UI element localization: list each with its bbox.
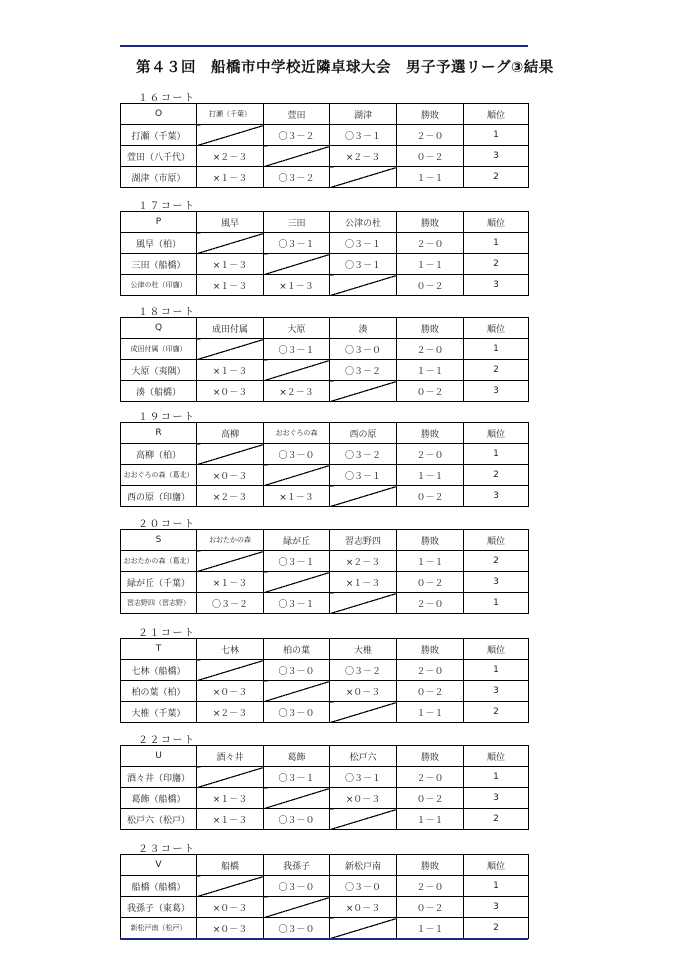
diagonal-cell [264,360,330,381]
team-name: 風早（柏） [121,233,197,254]
table-row [121,681,529,702]
match-result: ×１－３ [197,572,264,593]
wins-losses: ０－２ [397,897,464,918]
diagonal-cell [264,465,330,486]
table-header-row [121,639,529,660]
diagonal-cell [330,593,397,614]
table-row [121,660,529,681]
table-row [121,918,529,939]
court-label: ２１コート [138,628,196,639]
team-name: 萱田（八千代） [121,146,197,167]
opponent-header: 柏の葉 [264,639,330,660]
opponent-header: 我孫子 [264,855,330,876]
table-row [121,897,529,918]
opponent-header: 習志野四 [330,530,397,551]
match-result: ×２－３ [330,551,397,572]
team-name: 緑が丘（千葉） [121,572,197,593]
league-table [120,211,529,296]
match-result: ×１－３ [264,275,330,296]
match-result: 〇３－１ [264,593,330,614]
wins-losses: １－１ [397,809,464,830]
opponent-header: 船橋 [197,855,264,876]
team-name: 打瀬（千葉） [121,125,197,146]
diagonal-cell [197,767,264,788]
wins-losses-header: 勝敗 [397,746,464,767]
wins-losses: ０－２ [397,486,464,507]
rank: 3 [464,681,529,702]
table-row [121,381,529,402]
rank: 1 [464,660,529,681]
table-row [121,360,529,381]
diagonal-cell [330,918,397,939]
wins-losses: ０－２ [397,275,464,296]
match-result: ×１－３ [197,254,264,275]
table-row [121,167,529,188]
wins-losses: ２－０ [397,444,464,465]
opponent-header: 緑が丘 [264,530,330,551]
table-row [121,486,529,507]
diagonal-cell [197,660,264,681]
court-label: １８コート [138,307,196,318]
wins-losses: １－１ [397,167,464,188]
table-row [121,444,529,465]
league-table [120,638,529,723]
rank: 2 [464,702,529,723]
league-table [120,854,529,939]
match-result: ×０－３ [197,381,264,402]
match-result: 〇３－１ [264,233,330,254]
table-header-row [121,423,529,444]
rank-header: 順位 [464,639,529,660]
diagonal-cell [330,167,397,188]
match-result: 〇３－０ [264,809,330,830]
wins-losses-header: 勝敗 [397,855,464,876]
court-label: １９コート [138,412,196,423]
league-table [120,745,529,830]
match-result: 〇３－１ [264,767,330,788]
wins-losses: １－１ [397,360,464,381]
match-result: ×１－３ [197,360,264,381]
match-result: ×２－３ [264,381,330,402]
table-row [121,275,529,296]
opponent-header: 成田付属 [197,318,264,339]
rank: 2 [464,167,529,188]
opponent-header: 葛飾 [264,746,330,767]
table-row [121,125,529,146]
wins-losses: １－１ [397,702,464,723]
rank-header: 順位 [464,318,529,339]
match-result: ×０－３ [197,681,264,702]
table-row [121,876,529,897]
team-name: 習志野四（習志野） [121,593,197,614]
table-row [121,593,529,614]
rank: 2 [464,254,529,275]
match-result: 〇３－０ [264,702,330,723]
diagonal-cell [197,339,264,360]
group-letter: R [121,423,197,444]
match-result: 〇３－０ [330,876,397,897]
opponent-header: 松戸六 [330,746,397,767]
team-name: 湊（船橋） [121,381,197,402]
rank: 3 [464,381,529,402]
rank: 3 [464,897,529,918]
match-result: ×２－３ [197,146,264,167]
table-row [121,254,529,275]
diagonal-cell [330,275,397,296]
rank: 2 [464,809,529,830]
wins-losses-header: 勝敗 [397,318,464,339]
rank: 1 [464,767,529,788]
wins-losses: １－１ [397,254,464,275]
league-table [120,103,529,188]
wins-losses: １－１ [397,551,464,572]
match-result: 〇３－１ [264,339,330,360]
opponent-header: 湊 [330,318,397,339]
match-result: ×１－３ [264,486,330,507]
opponent-header: 高柳 [197,423,264,444]
wins-losses: ２－０ [397,339,464,360]
court-label: ２３コート [138,844,196,855]
diagonal-cell [330,702,397,723]
group-letter: S [121,530,197,551]
rank: 1 [464,339,529,360]
team-name: 七林（船橋） [121,660,197,681]
rank: 3 [464,275,529,296]
diagonal-cell [197,444,264,465]
match-result: 〇３－０ [264,876,330,897]
table-header-row [121,855,529,876]
match-result: ×０－３ [197,465,264,486]
match-result: ×１－３ [197,167,264,188]
team-name: 葛飾（船橋） [121,788,197,809]
wins-losses: ０－２ [397,146,464,167]
team-name: 我孫子（東葛） [121,897,197,918]
team-name: 高柳（柏） [121,444,197,465]
group-letter: U [121,746,197,767]
table-row [121,146,529,167]
wins-losses: ２－０ [397,125,464,146]
opponent-header: 湖津 [330,104,397,125]
wins-losses: ２－０ [397,876,464,897]
table-row [121,788,529,809]
match-result: 〇３－０ [330,339,397,360]
team-name: おおぐろの森（葛北） [121,465,197,486]
team-name: 三田（船橋） [121,254,197,275]
group-letter: V [121,855,197,876]
diagonal-cell [197,876,264,897]
opponent-header: 西の原 [330,423,397,444]
wins-losses-header: 勝敗 [397,212,464,233]
rank: 3 [464,572,529,593]
page-title: 第４３回 船橋市中学校近隣卓球大会 男子予選リーグ③結果 [136,60,554,76]
match-result: ×０－３ [330,788,397,809]
match-result: ×１－３ [330,572,397,593]
opponent-header: おおぐろの森 [264,423,330,444]
table-header-row [121,212,529,233]
table-row [121,809,529,830]
diagonal-cell [264,788,330,809]
wins-losses-header: 勝敗 [397,530,464,551]
rank-header: 順位 [464,212,529,233]
wins-losses: １－１ [397,465,464,486]
bottom-rule [120,938,528,940]
team-name: 新松戸南（松戸） [121,918,197,939]
rank: 1 [464,593,529,614]
match-result: ×１－３ [197,788,264,809]
rank-header: 順位 [464,746,529,767]
rank-header: 順位 [464,530,529,551]
wins-losses-header: 勝敗 [397,423,464,444]
table-row [121,551,529,572]
team-name: 柏の葉（柏） [121,681,197,702]
diagonal-cell [264,897,330,918]
table-row [121,339,529,360]
rank: 1 [464,444,529,465]
match-result: ×２－３ [197,486,264,507]
diagonal-cell [330,381,397,402]
diagonal-cell [197,233,264,254]
wins-losses: １－１ [397,918,464,939]
opponent-header: 大原 [264,318,330,339]
match-result: ×０－３ [330,897,397,918]
rank: 3 [464,788,529,809]
opponent-header: 萱田 [264,104,330,125]
opponent-header: 新松戸南 [330,855,397,876]
match-result: ×１－３ [197,809,264,830]
match-result: 〇３－１ [330,254,397,275]
rank-header: 順位 [464,104,529,125]
rank: 3 [464,146,529,167]
rank: 2 [464,551,529,572]
rank: 2 [464,360,529,381]
match-result: ×０－３ [330,681,397,702]
opponent-header: おおたかの森 [197,530,264,551]
diagonal-cell [264,572,330,593]
opponent-header: 打瀬（千葉） [197,104,264,125]
wins-losses: ２－０ [397,660,464,681]
table-header-row [121,104,529,125]
diagonal-cell [264,146,330,167]
wins-losses: ２－０ [397,233,464,254]
opponent-header: 大椎 [330,639,397,660]
match-result: ×０－３ [197,897,264,918]
diagonal-cell [330,809,397,830]
rank: 1 [464,233,529,254]
rank: 1 [464,876,529,897]
table-row [121,465,529,486]
match-result: ×２－３ [197,702,264,723]
match-result: 〇３－０ [264,660,330,681]
team-name: 成田付属（印旛） [121,339,197,360]
match-result: ×２－３ [330,146,397,167]
match-result: 〇３－１ [330,465,397,486]
diagonal-cell [197,125,264,146]
table-row [121,572,529,593]
match-result: 〇３－１ [330,233,397,254]
wins-losses: ０－２ [397,381,464,402]
team-name: 松戸六（松戸） [121,809,197,830]
league-table [120,317,529,402]
team-name: おおたかの森（葛北） [121,551,197,572]
rank: 2 [464,918,529,939]
group-letter: Q [121,318,197,339]
table-row [121,702,529,723]
diagonal-cell [264,254,330,275]
league-table [120,422,529,507]
wins-losses: ０－２ [397,788,464,809]
match-result: 〇３－２ [264,125,330,146]
court-label: １７コート [138,201,196,212]
rank-header: 順位 [464,855,529,876]
opponent-header: 七林 [197,639,264,660]
rank-header: 順位 [464,423,529,444]
match-result: 〇３－０ [264,918,330,939]
opponent-header: 風早 [197,212,264,233]
league-table [120,529,529,614]
team-name: 酒々井（印旛） [121,767,197,788]
opponent-header: 酒々井 [197,746,264,767]
match-result: 〇３－１ [330,125,397,146]
wins-losses: ０－２ [397,572,464,593]
team-name: 大原（夷隅） [121,360,197,381]
wins-losses: ０－２ [397,681,464,702]
match-result: 〇３－２ [264,167,330,188]
match-result: 〇３－２ [197,593,264,614]
table-row [121,233,529,254]
team-name: 船橋（船橋） [121,876,197,897]
rank: 1 [464,125,529,146]
match-result: 〇３－１ [264,551,330,572]
rank: 2 [464,465,529,486]
group-letter: T [121,639,197,660]
court-label: ２２コート [138,735,196,746]
table-header-row [121,318,529,339]
court-label: ２０コート [138,519,196,530]
group-letter: P [121,212,197,233]
match-result: 〇３－２ [330,660,397,681]
group-letter: O [121,104,197,125]
match-result: 〇３－１ [330,767,397,788]
table-header-row [121,530,529,551]
diagonal-cell [264,681,330,702]
wins-losses: ２－０ [397,767,464,788]
diagonal-cell [330,486,397,507]
team-name: 湖津（市原） [121,167,197,188]
table-header-row [121,746,529,767]
wins-losses-header: 勝敗 [397,104,464,125]
table-row [121,767,529,788]
team-name: 西の原（印旛） [121,486,197,507]
match-result: ×１－３ [197,275,264,296]
rank: 3 [464,486,529,507]
diagonal-cell [197,551,264,572]
court-label: １６コート [138,93,196,104]
wins-losses-header: 勝敗 [397,639,464,660]
match-result: 〇３－２ [330,360,397,381]
match-result: 〇３－０ [264,444,330,465]
match-result: ×０－３ [197,918,264,939]
team-name: 大椎（千葉） [121,702,197,723]
match-result: 〇３－２ [330,444,397,465]
opponent-header: 三田 [264,212,330,233]
wins-losses: ２－０ [397,593,464,614]
opponent-header: 公津の杜 [330,212,397,233]
team-name: 公津の杜（印旛） [121,275,197,296]
